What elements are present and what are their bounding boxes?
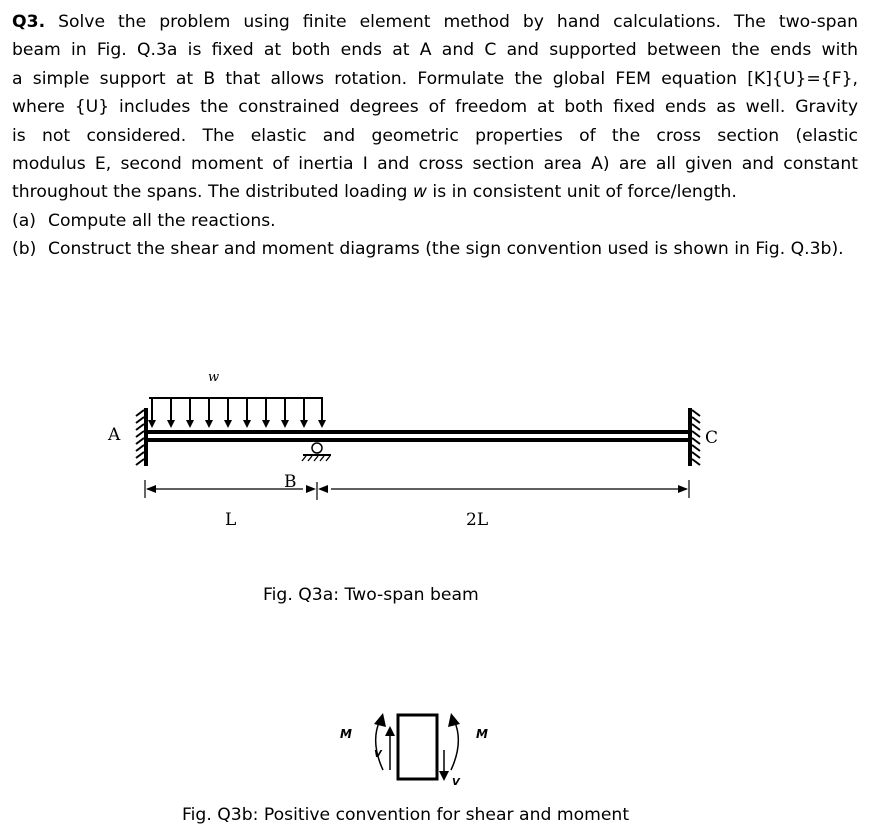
left-moment-arrowhead	[374, 713, 386, 727]
figure-q3a	[107, 370, 718, 605]
right-moment-arrowhead	[448, 713, 460, 727]
pin-support-b	[302, 443, 331, 461]
point-a-label: A	[108, 425, 121, 445]
question-number: Q3.	[12, 12, 46, 32]
question-line-5: is not considered. The elastic and geometric properties of the cross section (elastic	[12, 125, 858, 146]
load-label: w	[208, 370, 220, 385]
dimension-lines	[145, 480, 689, 500]
beam-top-flange	[147, 430, 689, 434]
moment-label-left: M	[340, 727, 352, 741]
shear-label-left: V	[374, 749, 382, 760]
question-line-2: beam in Fig. Q.3a is fixed at both ends at A and C and supported between the ends with	[12, 40, 858, 61]
point-c-label: C	[705, 428, 719, 448]
left-moment-arc	[376, 720, 383, 770]
left-shear-arrowhead	[385, 726, 395, 736]
shear-label-right: V	[452, 777, 460, 788]
part-b: (b) Construct the shear and moment diagrams (the sign convention used is shown in Fig. Q.3b).	[12, 239, 844, 260]
fixed-support-c	[688, 408, 700, 466]
figure-q3b	[182, 713, 629, 825]
right-moment-arc	[451, 720, 458, 770]
load-symbol: w	[412, 182, 427, 203]
fixed-support-a	[136, 408, 148, 466]
question-line-6: modulus E, second moment of inertia I and cross section area A) are all given and constant	[12, 154, 858, 175]
part-a: (a) Compute all the reactions.	[12, 210, 276, 231]
figure-q3b-caption: Fig. Q3b: Positive convention for shear and moment	[182, 805, 630, 825]
point-b-label: B	[284, 472, 297, 492]
question-line-7: throughout the spans. The distributed loading w is in consistent unit of force/length.	[12, 182, 737, 203]
distributed-load-arrows	[152, 399, 322, 424]
question-line-3: a simple support at B that allows rotation. Formulate the global FEM equation [K]{U}={F},	[12, 68, 858, 89]
load-arrowheads	[148, 420, 326, 428]
question-line-1: Q3. Solve the problem using finite element method by hand calculations. The two-span	[12, 12, 858, 32]
question-line-4: where {U} includes the constrained degrees of freedom at both fixed ends as well. Gravity	[12, 97, 858, 118]
span-2-label: 2L	[466, 510, 489, 530]
beam-bottom-flange	[147, 438, 689, 442]
right-shear-arrowhead	[439, 771, 449, 781]
sign-convention-element	[398, 715, 437, 779]
span-1-label: L	[225, 510, 237, 530]
moment-label-right: M	[476, 727, 488, 741]
figure-q3a-caption: Fig. Q3a: Two-span beam	[263, 585, 479, 605]
